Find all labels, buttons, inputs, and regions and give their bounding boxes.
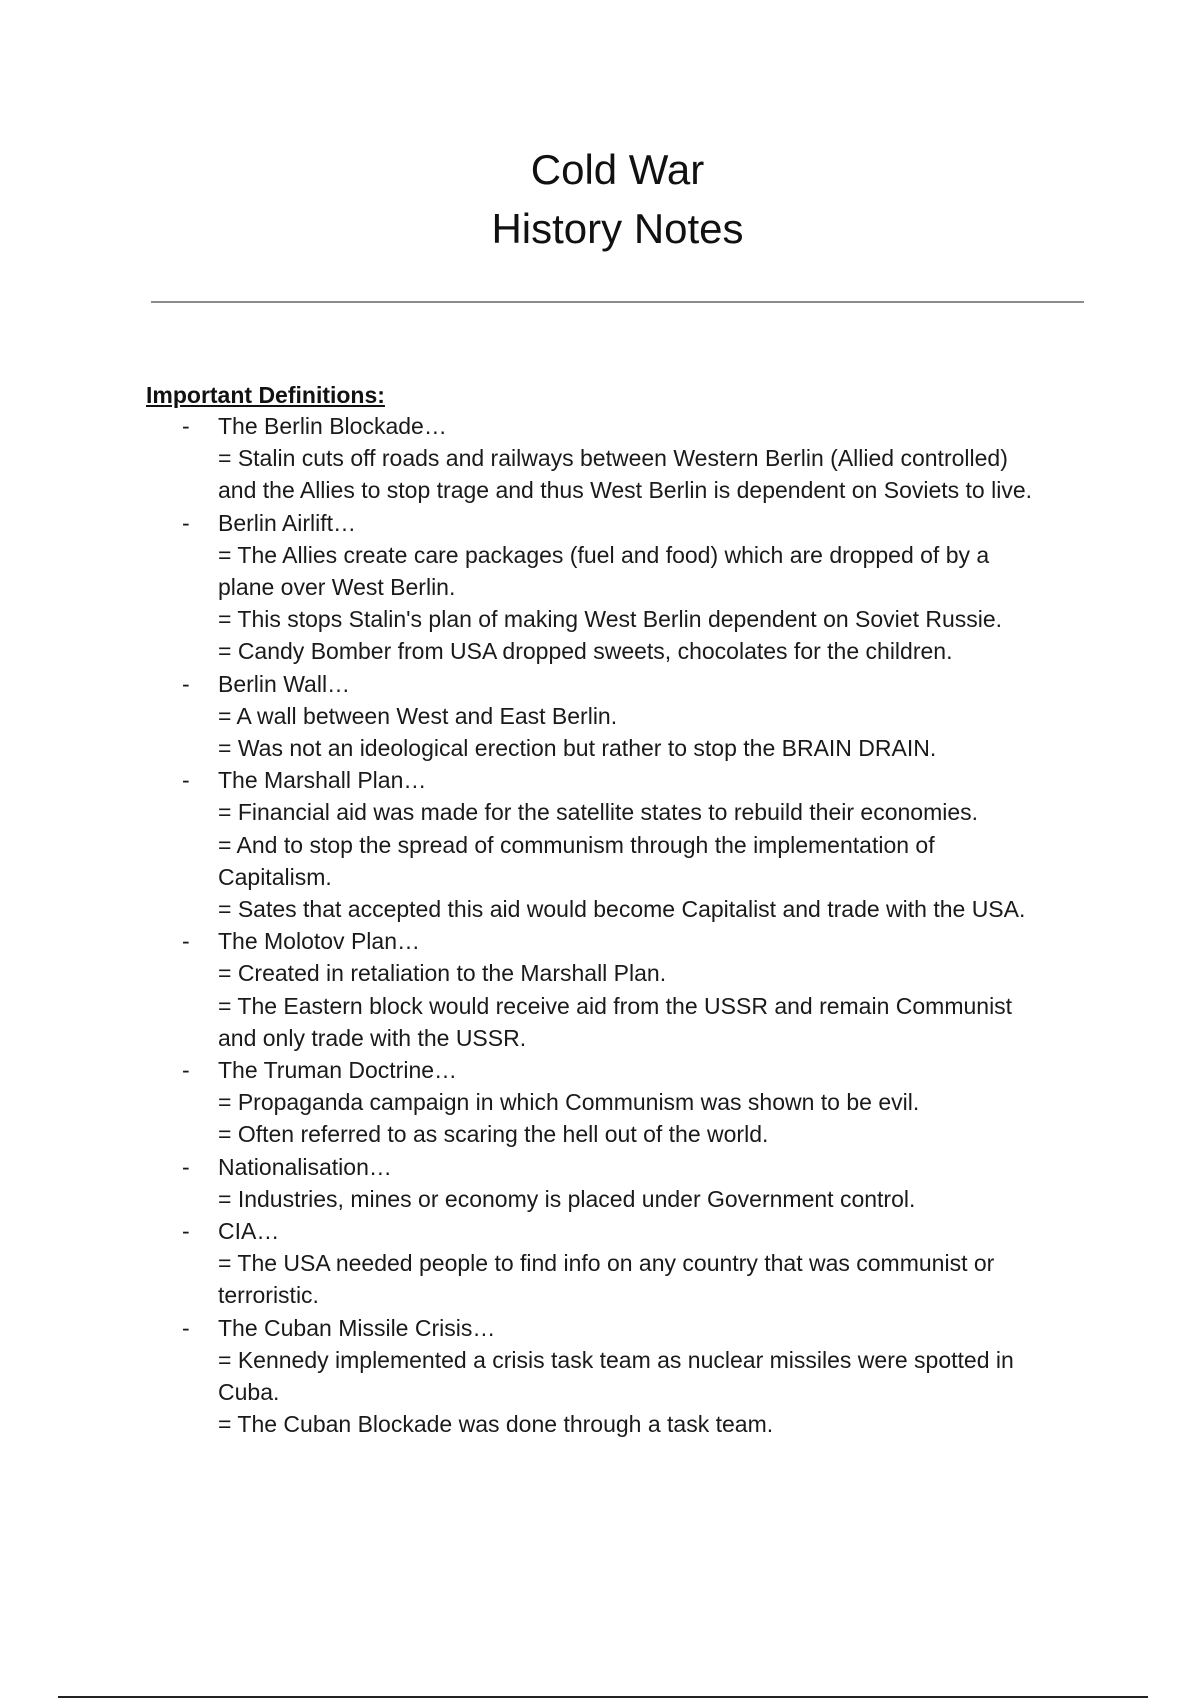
bullet-dash: -: [182, 1057, 190, 1084]
title-line-1: Cold War: [530, 146, 705, 193]
definition-line: = And to stop the spread of communism through the implementation of: [218, 831, 935, 858]
definition-line: = Industries, mines or economy is placed under Government control.: [218, 1185, 916, 1212]
definition-item: [0, 1215, 1200, 1312]
bullet-dash: -: [182, 509, 190, 536]
definition-line: terroristic.: [218, 1282, 319, 1309]
definition-item: [0, 507, 1200, 668]
definition-line: = Often referred to as scaring the hell out of the world.: [218, 1121, 769, 1148]
definition-term: Berlin Airlift…: [218, 509, 357, 536]
definition-line: = The Eastern block would receive aid from the USSR and remain Communist: [218, 992, 1013, 1019]
definition-term: The Berlin Blockade…: [218, 413, 447, 439]
definition-item: [0, 410, 1200, 507]
bullet-dash: -: [182, 1314, 190, 1341]
definition-term: CIA…: [218, 1218, 280, 1245]
bullet-dash: -: [182, 1153, 190, 1180]
definition-line: and the Allies to stop trage and thus West Berlin is dependent on Soviets to live.: [218, 477, 1033, 504]
definition-item: [0, 764, 1200, 925]
bullet-dash: -: [182, 1218, 190, 1245]
definition-line: = The Cuban Blockade was done through a task team.: [218, 1411, 774, 1438]
definition-line: Cuba.: [218, 1379, 280, 1406]
definition-term: The Cuban Missile Crisis…: [218, 1314, 496, 1341]
definition-term: The Truman Doctrine…: [218, 1057, 458, 1084]
title-divider: [151, 301, 1084, 303]
bullet-dash: -: [182, 767, 190, 794]
definition-term: The Molotov Plan…: [218, 928, 420, 955]
definition-line: = Created in retaliation to the Marshall Plan.: [218, 960, 667, 987]
definition-term: Nationalisation…: [218, 1153, 392, 1180]
definition-item: [0, 668, 1200, 765]
definition-term: Berlin Wall…: [218, 670, 351, 697]
definition-line: = Stalin cuts off roads and railways between Western Berlin (Allied controlled): [218, 445, 1008, 472]
definition-item: [0, 925, 1200, 1054]
definition-line: = Candy Bomber from USA dropped sweets, chocolates for the children.: [218, 638, 953, 665]
definition-line: = Kennedy implemented a crisis task team as nuclear missiles were spotted in: [218, 1346, 1014, 1373]
definitions-list: [0, 410, 1200, 1441]
bullet-dash: -: [182, 413, 190, 439]
definition-item: [0, 1312, 1200, 1441]
definition-line: = Sates that accepted this aid would become Capitalist and trade with the USA.: [218, 896, 1026, 923]
definition-line: and only trade with the USSR.: [218, 1024, 527, 1051]
definition-line: = Was not an ideological erection but rather to stop the BRAIN DRAIN.: [218, 735, 937, 762]
definition-line: = Propaganda campaign in which Communism was shown to be evil.: [218, 1089, 920, 1116]
bullet-dash: -: [182, 670, 190, 697]
definition-line: = A wall between West and East Berlin.: [218, 702, 618, 729]
definition-line: = The Allies create care packages (fuel and food) which are dropped of by a: [218, 541, 990, 568]
footer-divider: [58, 1696, 1148, 1698]
definition-line: Capitalism.: [218, 863, 332, 890]
document-title: [0, 140, 1200, 258]
definition-line: = This stops Stalin's plan of making West Berlin dependent on Soviet Russie.: [218, 606, 1003, 633]
definition-line: = The USA needed people to find info on any country that was communist or: [218, 1250, 995, 1277]
definition-item: [0, 1151, 1200, 1215]
bullet-dash: -: [182, 928, 190, 955]
definition-line: plane over West Berlin.: [218, 574, 456, 601]
definition-term: The Marshall Plan…: [218, 767, 427, 794]
section-heading: Important Definitions:: [146, 382, 385, 408]
definition-line: = Financial aid was made for the satellite states to rebuild their economies.: [218, 799, 979, 826]
definition-item: [0, 1054, 1200, 1151]
title-line-2: History Notes: [491, 205, 744, 252]
